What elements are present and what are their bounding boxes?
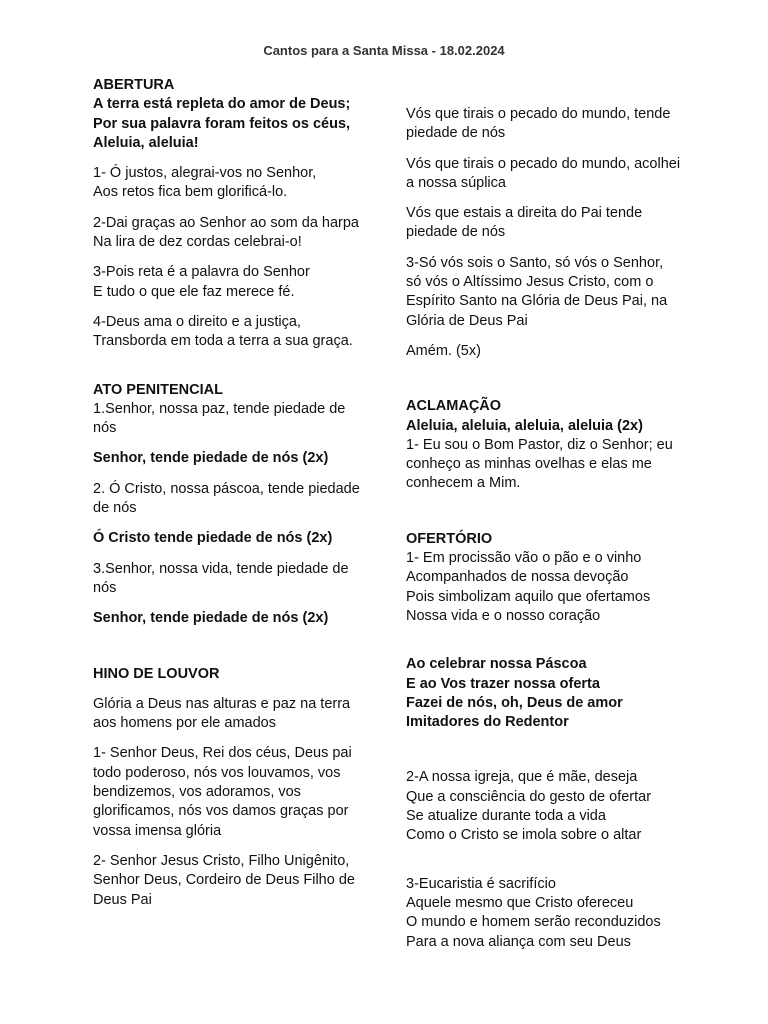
hino-amen: Amém. (5x) bbox=[406, 342, 481, 359]
hino-line: 3-Só vós sois o Santo, só vós o Senhor, só vós o Altíssimo Jesus Cristo, com o Espírito Santo na Glória de Deus Pai, na Glória de Deus Pai bbox=[406, 254, 668, 329]
verse-line: E tudo o que ele faz merece fé. bbox=[93, 283, 295, 300]
hino-line: Vós que tirais o pecado do mundo, acolhei a nossa súplica bbox=[406, 155, 681, 191]
ofertorio-refrain bbox=[406, 655, 681, 732]
page-title: Cantos para a Santa Missa - 18.02.2024 bbox=[263, 43, 505, 58]
ofertorio-verse-1 bbox=[406, 549, 681, 626]
verse-line: 3-Eucaristia é sacrifício bbox=[406, 875, 556, 892]
verse-line: 4-Deus ama o direito e a justiça, bbox=[93, 313, 301, 330]
verse-line: Acompanhados de nossa devoção bbox=[406, 569, 629, 586]
hino-line: Vós que tirais o pecado do mundo, tende piedade de nós bbox=[406, 106, 671, 142]
abertura-verse-4 bbox=[93, 313, 363, 352]
ofertorio-verse-2 bbox=[406, 768, 681, 845]
abertura-refrain-line: Aleluia, aleluia! bbox=[93, 134, 199, 151]
right-column bbox=[406, 105, 681, 952]
verse-line: Se atualize durante toda a vida bbox=[406, 808, 606, 825]
verse-line: Transborda em toda a terra a sua graça. bbox=[93, 333, 353, 350]
abertura-refrain bbox=[93, 95, 363, 153]
verse-line: Para a nova aliança com seu Deus bbox=[406, 933, 631, 950]
verse-line: Na lira de dez cordas celebrai-o! bbox=[93, 234, 302, 251]
ato-line: 1.Senhor, nossa paz, tende piedade de nós bbox=[93, 400, 346, 437]
verse-line: Nossa vida e o nosso coração bbox=[406, 607, 601, 624]
verse-line: Como o Cristo se imola sobre o altar bbox=[406, 827, 642, 844]
hino-heading: HINO DE LOUVOR bbox=[93, 665, 220, 682]
aclamacao-verse: 1- Eu sou o Bom Pastor, diz o Senhor; eu conheço as minhas ovelhas e elas me conhecem a Mim. bbox=[406, 436, 673, 492]
ato-response: Senhor, tende piedade de nós (2x) bbox=[93, 450, 329, 467]
verse-line: 1- Ó justos, alegrai-vos no Senhor, bbox=[93, 165, 317, 182]
ofertorio-heading: OFERTÓRIO bbox=[406, 530, 493, 547]
aclamacao-heading: ACLAMAÇÃO bbox=[406, 398, 502, 415]
verse-line: Que a consciência do gesto de ofertar bbox=[406, 788, 652, 805]
hino-line: Vós que estais a direita do Pai tende piedade de nós bbox=[406, 205, 643, 241]
verse-line: Pois simbolizam aquilo que ofertamos bbox=[406, 588, 651, 605]
ato-line: 2. Ó Cristo, nossa páscoa, tende piedade de nós bbox=[93, 480, 360, 517]
verse-line: Aos retos fica bem glorificá-lo. bbox=[93, 184, 288, 201]
abertura-verse-2 bbox=[93, 214, 363, 253]
left-column bbox=[93, 76, 363, 910]
abertura-refrain-line: A terra está repleta do amor de Deus; bbox=[93, 96, 351, 113]
abertura-refrain-line: Por sua palavra foram feitos os céus, bbox=[93, 115, 351, 132]
ato-line: 3.Senhor, nossa vida, tende piedade de nós bbox=[93, 560, 349, 596]
hino-line: 1- Senhor Deus, Rei dos céus, Deus pai todo poderoso, nós vos louvamos, vos bendizemos, vos adoramos, vos glorificamos, nós vos damos graças por vossa imensa glória bbox=[93, 745, 352, 839]
refrain-line: Fazei de nós, oh, Deus de amor bbox=[406, 694, 623, 711]
verse-line: 3-Pois reta é a palavra do Senhor bbox=[93, 264, 310, 281]
ato-response: Senhor, tende piedade de nós (2x) bbox=[93, 610, 329, 627]
ofertorio-verse-3 bbox=[406, 875, 681, 952]
refrain-line: Ao celebrar nossa Páscoa bbox=[406, 656, 587, 673]
abertura-verse-3 bbox=[93, 263, 363, 302]
abertura-heading: ABERTURA bbox=[93, 77, 175, 93]
abertura-verse-1 bbox=[93, 164, 363, 203]
ato-penitencial-heading: ATO PENITENCIAL bbox=[93, 381, 223, 398]
verse-line: 2-Dai graças ao Senhor ao som da harpa bbox=[93, 214, 359, 231]
verse-line: 2-A nossa igreja, que é mãe, deseja bbox=[406, 769, 638, 786]
refrain-line: E ao Vos trazer nossa oferta bbox=[406, 675, 600, 692]
hino-line: Glória a Deus nas alturas e paz na terra aos homens por ele amados bbox=[93, 695, 351, 732]
verse-line: 1- Em procissão vão o pão e o vinho bbox=[406, 550, 642, 567]
refrain-line: Imitadores do Redentor bbox=[406, 714, 569, 731]
ato-response: Ó Cristo tende piedade de nós (2x) bbox=[93, 530, 333, 547]
hino-line: 2- Senhor Jesus Cristo, Filho Unigênito, Senhor Deus, Cordeiro de Deus Filho de Deus Pai bbox=[93, 852, 355, 908]
aclamacao-refrain: Aleluia, aleluia, aleluia, aleluia (2x) bbox=[406, 417, 643, 434]
verse-line: O mundo e homem serão reconduzidos bbox=[406, 914, 661, 931]
verse-line: Aquele mesmo que Cristo ofereceu bbox=[406, 894, 634, 911]
